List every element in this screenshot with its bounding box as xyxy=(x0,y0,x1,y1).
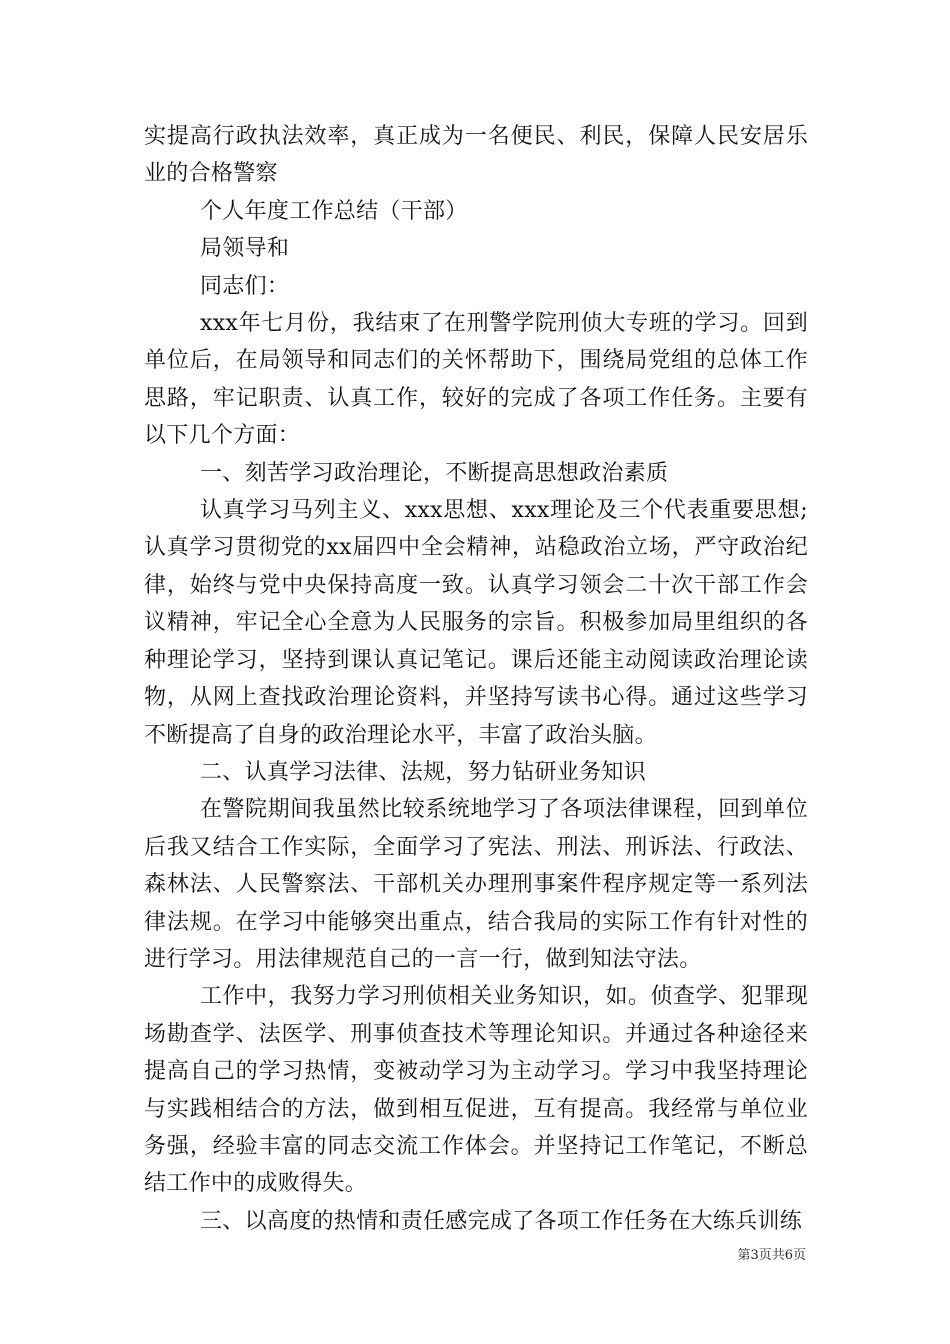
paragraph: 实提高行政执法效率，真正成为一名便民、利民，保障人民安居乐业的合格警察 xyxy=(144,124,808,187)
page-number-footer: 第3页共6页 xyxy=(737,1248,806,1263)
paragraph-heading: 个人年度工作总结（干部） xyxy=(200,198,468,224)
salutation-line: 局领导和 xyxy=(200,236,290,262)
document-body xyxy=(144,118,808,1240)
section-heading: 二、认真学习法律、法规，努力钻研业务知识 xyxy=(200,759,647,785)
paragraph: 认真学习马列主义、xxx思想、xxx理论及三个代表重要思想;认真学习贯彻党的xx届四中全会精神，站稳政治立场，严守政治纪律，始终与党中央保持高度一致。认真学习领会二十次干部工作会议精神，牢记全心全意为人民服务的宗旨。积极参加局里组织的各种理论学习，坚持到课认真记笔记。课后还能主动阅读政治理论读物，从网上查找政治理论资料，并坚持写读书心得。通过这些学习不断提高了自身的政治理论水平，丰富了政治头脑。 xyxy=(144,498,808,748)
section-heading: 一、刻苦学习政治理论，不断提高思想政治素质 xyxy=(200,460,669,486)
paragraph: 在警院期间我虽然比较系统地学习了各项法律课程，回到单位后我又结合工作实际，全面学习了宪法、刑法、刑诉法、行政法、森林法、人民警察法、干部机关办理刑事案件程序规定等一系列法律法规。在学习中能够突出重点，结合我局的实际工作有针对性的进行学习。用法律规范自己的一言一行，做到知法守法。 xyxy=(144,797,808,972)
paragraph: xxx年七月份，我结束了在刑警学院刑侦大专班的学习。回到单位后，在局领导和同志们的关怀帮助下，围绕局党组的总体工作思路，牢记职责、认真工作，较好的完成了各项工作任务。主要有以下几个方面： xyxy=(144,311,808,449)
salutation-line: 同志们： xyxy=(200,273,290,299)
paragraph: 工作中，我努力学习刑侦相关业务知识，如。侦查学、犯罪现场勘查学、法医学、刑事侦查技术等理论知识。并通过各种途径来提高自己的学习热情，变被动学习为主动学习。学习中我坚持理论与实践相结合的方法，做到相互促进，互有提高。我经常与单位业务强，经验丰富的同志交流工作体会。并坚持记工作笔记，不断总结工作中的成败得失。 xyxy=(144,984,808,1197)
section-heading: 三、以高度的热情和责任感完成了各项工作任务在大练兵训练 xyxy=(200,1208,803,1234)
